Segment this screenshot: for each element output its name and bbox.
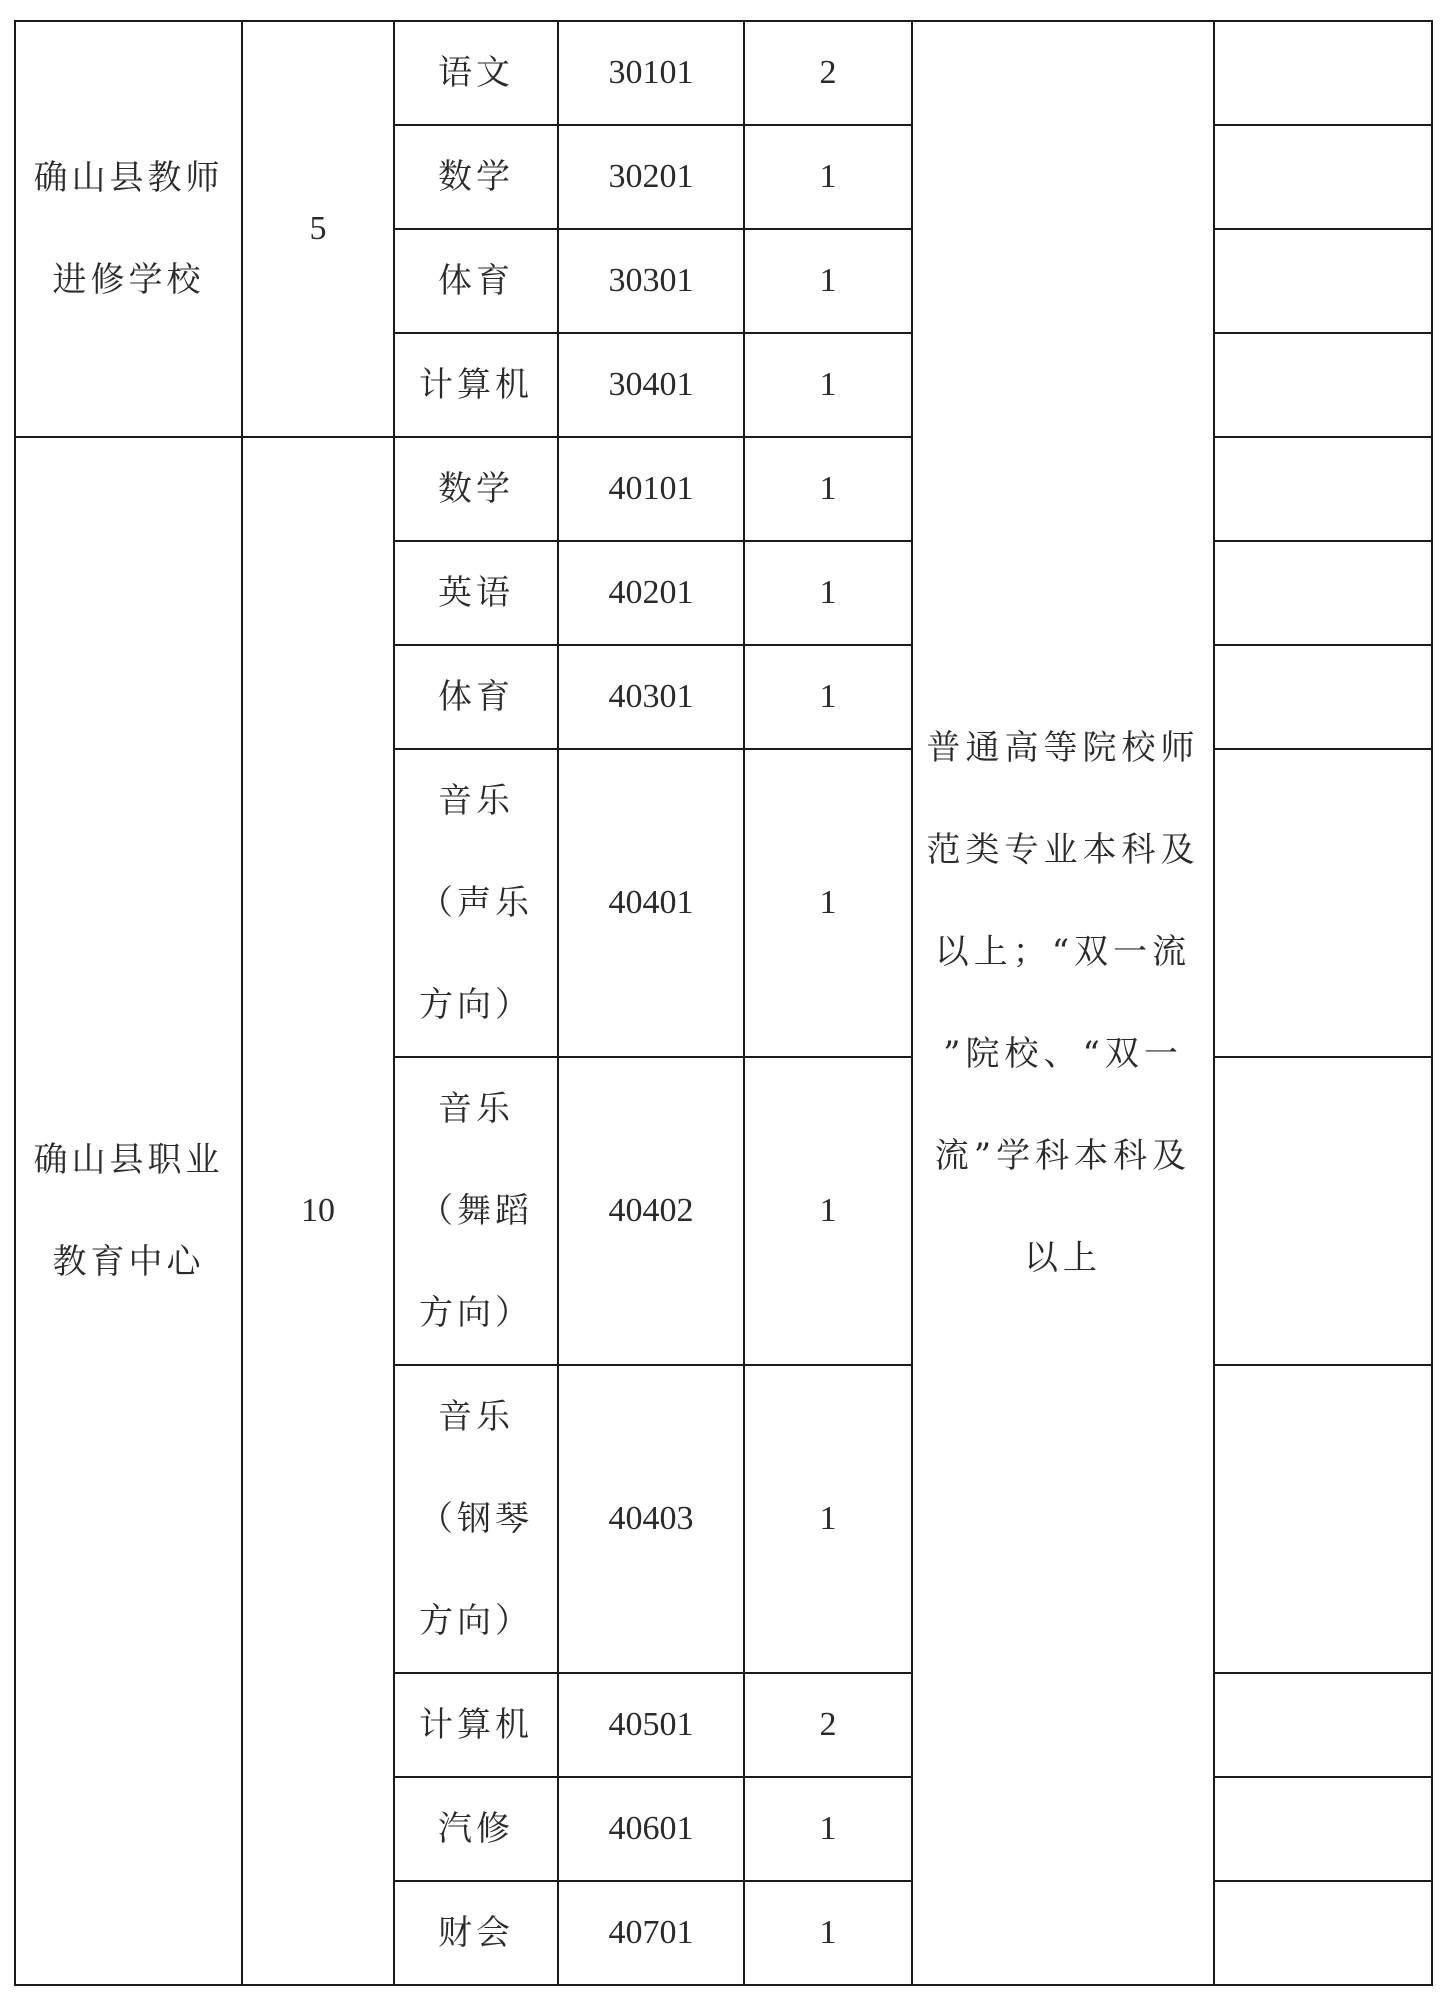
requirement-line: ”院校、“双一 — [943, 1034, 1183, 1074]
count-cell: 1 — [744, 1057, 912, 1365]
subject-line: 方向） — [419, 985, 533, 1025]
unit-name-cell — [15, 21, 242, 437]
subject-cell — [394, 749, 558, 1057]
requirement-line: 以上；“双一流 — [934, 932, 1192, 972]
post-code-cell: 40501 — [558, 1673, 744, 1777]
unit-name-line: 教育中心 — [52, 1242, 205, 1282]
subject-line: （钢琴 — [419, 1499, 533, 1539]
remark-cell — [1214, 541, 1432, 645]
remark-cell — [1214, 333, 1432, 437]
requirement-line: 流”学科本科及 — [934, 1136, 1192, 1176]
subject-cell: 体育 — [394, 229, 558, 333]
remark-cell — [1214, 749, 1432, 1057]
requirement-cell — [912, 21, 1214, 1985]
subject-cell: 财会 — [394, 1881, 558, 1985]
remark-cell — [1214, 21, 1432, 125]
post-code-cell: 30201 — [558, 125, 744, 229]
subject-cell: 语文 — [394, 21, 558, 125]
count-cell: 1 — [744, 645, 912, 749]
unit-total-cell: 5 — [242, 21, 394, 437]
count-cell: 2 — [744, 1673, 912, 1777]
subject-line: 音乐 — [438, 781, 514, 821]
post-code-cell: 40401 — [558, 749, 744, 1057]
requirement-line: 范类专业本科及 — [926, 830, 1200, 870]
post-code-cell: 40201 — [558, 541, 744, 645]
subject-cell — [394, 1057, 558, 1365]
requirement-line: 普通高等院校师 — [926, 728, 1200, 768]
count-cell: 1 — [744, 1365, 912, 1673]
post-code-cell: 40101 — [558, 437, 744, 541]
post-code-cell: 40601 — [558, 1777, 744, 1881]
count-cell: 1 — [744, 749, 912, 1057]
post-code-cell: 40701 — [558, 1881, 744, 1985]
count-cell: 1 — [744, 437, 912, 541]
post-code-cell: 40403 — [558, 1365, 744, 1673]
subject-line: 方向） — [419, 1601, 533, 1641]
subject-cell: 计算机 — [394, 333, 558, 437]
count-cell: 1 — [744, 1881, 912, 1985]
post-code-cell: 30401 — [558, 333, 744, 437]
count-cell: 1 — [744, 333, 912, 437]
remark-cell — [1214, 229, 1432, 333]
remark-cell — [1214, 437, 1432, 541]
post-code-cell: 30101 — [558, 21, 744, 125]
subject-cell: 汽修 — [394, 1777, 558, 1881]
recruitment-table — [14, 20, 1433, 1986]
count-cell: 1 — [744, 125, 912, 229]
remark-cell — [1214, 645, 1432, 749]
subject-cell: 英语 — [394, 541, 558, 645]
remark-cell — [1214, 1881, 1432, 1985]
remark-cell — [1214, 1673, 1432, 1777]
remark-cell — [1214, 1777, 1432, 1881]
subject-cell: 数学 — [394, 125, 558, 229]
unit-name-cell — [15, 437, 242, 1985]
subject-line: 音乐 — [438, 1089, 514, 1129]
post-code-cell: 40402 — [558, 1057, 744, 1365]
subject-line: （声乐 — [419, 883, 533, 923]
table-row — [15, 437, 1432, 541]
unit-total-cell: 10 — [242, 437, 394, 1985]
unit-name-line: 确山县教师 — [33, 158, 224, 198]
remark-cell — [1214, 1365, 1432, 1673]
subject-cell: 计算机 — [394, 1673, 558, 1777]
post-code-cell: 40301 — [558, 645, 744, 749]
remark-cell — [1214, 125, 1432, 229]
requirement-line: 以上 — [1024, 1238, 1102, 1278]
subject-cell — [394, 1365, 558, 1673]
subject-line: 音乐 — [438, 1397, 514, 1437]
table-row — [15, 21, 1432, 125]
subject-cell: 数学 — [394, 437, 558, 541]
unit-name-line: 进修学校 — [52, 260, 205, 300]
post-code-cell: 30301 — [558, 229, 744, 333]
subject-line: （舞蹈 — [419, 1191, 533, 1231]
count-cell: 1 — [744, 229, 912, 333]
unit-name-line: 确山县职业 — [33, 1140, 224, 1180]
remark-cell — [1214, 1057, 1432, 1365]
count-cell: 1 — [744, 1777, 912, 1881]
count-cell: 1 — [744, 541, 912, 645]
subject-cell: 体育 — [394, 645, 558, 749]
subject-line: 方向） — [419, 1293, 533, 1333]
count-cell: 2 — [744, 21, 912, 125]
